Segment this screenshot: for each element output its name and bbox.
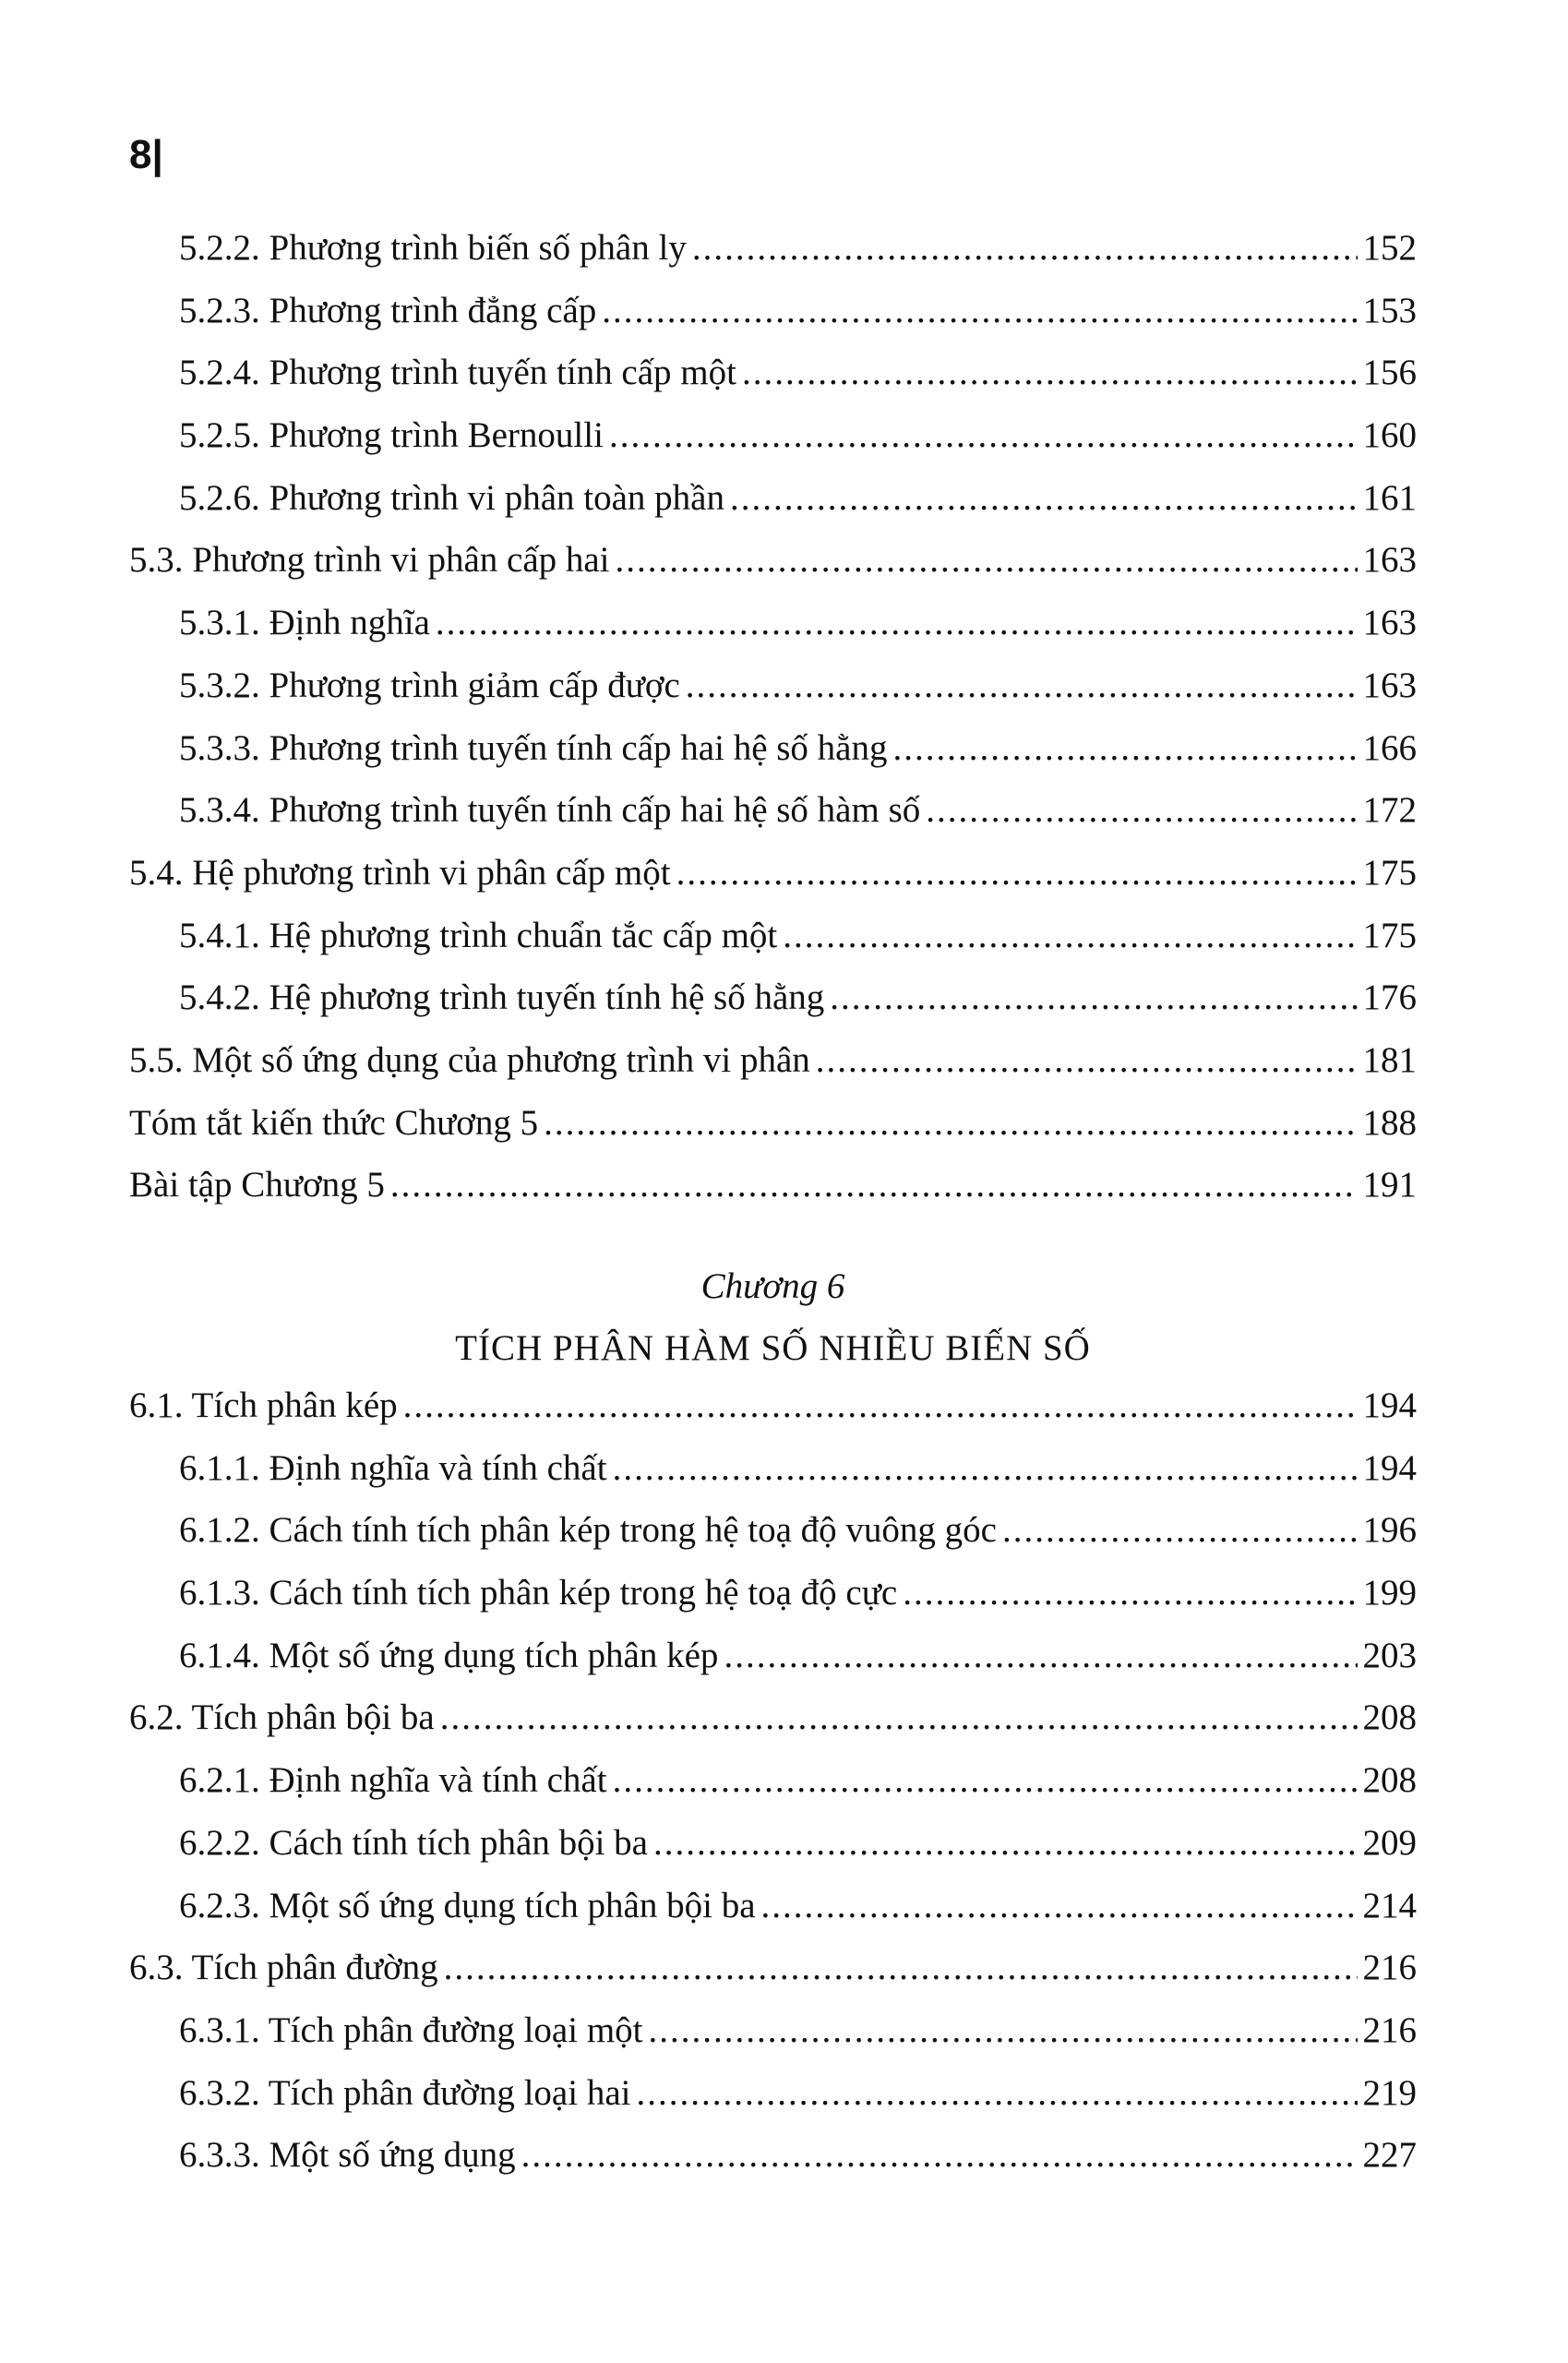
toc-entry[interactable] xyxy=(129,2009,1417,2072)
toc-dot-leader xyxy=(636,2072,1357,2114)
toc-entry-page: 227 xyxy=(1362,2135,1417,2176)
toc-dot-leader xyxy=(816,1039,1358,1081)
toc-dot-leader xyxy=(390,1164,1358,1205)
toc-entry-title: 6.3.2. Tích phân đường loại hai xyxy=(179,2072,631,2113)
toc-entry[interactable] xyxy=(129,1102,1417,1165)
toc-entry-title: 6.1.4. Một số ứng dụng tích phân kép xyxy=(179,1635,719,1675)
toc-entry[interactable] xyxy=(129,789,1417,852)
toc-entry[interactable] xyxy=(129,1164,1417,1227)
toc-entry[interactable] xyxy=(129,227,1417,290)
toc-entry-page: 194 xyxy=(1362,1385,1417,1425)
toc-entry-page: 194 xyxy=(1362,1447,1417,1488)
toc-entry[interactable] xyxy=(129,1947,1417,2009)
toc-entry-title: 5.3.2. Phương trình giảm cấp được xyxy=(179,665,680,705)
toc-entry-page: 196 xyxy=(1362,1510,1417,1551)
toc-entry[interactable] xyxy=(129,1822,1417,1885)
toc-entry-title: 6.3. Tích phân đường xyxy=(129,1948,438,1988)
toc-entry-page: 172 xyxy=(1362,790,1417,831)
toc-entry-title: 6.2.3. Một số ứng dụng tích phân bội ba xyxy=(179,1885,756,1925)
toc-entry[interactable] xyxy=(129,539,1417,602)
toc-entry-page: 203 xyxy=(1362,1635,1417,1675)
toc-entry-page: 153 xyxy=(1362,290,1417,330)
toc-dot-leader xyxy=(602,290,1357,331)
toc-dot-leader xyxy=(692,227,1358,269)
toc-dot-leader xyxy=(440,1697,1358,1738)
toc-entry-title: 6.1.2. Cách tính tích phân kép trong hệ toạ độ vuông góc xyxy=(179,1510,997,1551)
toc-entry-title: 6.3.1. Tích phân đường loại một xyxy=(179,2009,643,2050)
chapter-heading xyxy=(129,1255,1417,1379)
toc-dot-leader xyxy=(436,602,1358,643)
toc-dot-leader xyxy=(544,1102,1357,1144)
toc-entry-title: 5.2.3. Phương trình đẳng cấp xyxy=(179,290,597,330)
toc-entry[interactable] xyxy=(129,1572,1417,1635)
toc-entry-page: 152 xyxy=(1362,228,1417,268)
toc-entry[interactable] xyxy=(129,1885,1417,1948)
toc-entry[interactable] xyxy=(129,602,1417,665)
toc-entry-page: 161 xyxy=(1362,477,1417,518)
toc-entry[interactable] xyxy=(129,915,1417,978)
toc-entry[interactable] xyxy=(129,2072,1417,2135)
toc-entry-page: 216 xyxy=(1362,2009,1417,2050)
toc-dot-leader xyxy=(609,414,1358,456)
toc-dot-leader xyxy=(783,915,1357,956)
toc-dot-leader xyxy=(830,977,1357,1018)
toc-dot-leader xyxy=(616,539,1358,581)
toc-dot-leader xyxy=(1002,1509,1358,1551)
toc-entry[interactable] xyxy=(129,1385,1417,1447)
toc-entry[interactable] xyxy=(129,1759,1417,1822)
toc-entry[interactable] xyxy=(129,352,1417,414)
toc-dot-leader xyxy=(613,1447,1358,1489)
toc-entry-page: 163 xyxy=(1362,540,1417,581)
toc-dot-leader xyxy=(613,1759,1358,1801)
toc-dot-leader xyxy=(686,665,1358,706)
toc-entry-title: 5.2.4. Phương trình tuyến tính cấp một xyxy=(179,353,736,393)
toc-entry-title: 5.3.1. Định nghĩa xyxy=(179,603,430,643)
toc-entry-page: 156 xyxy=(1362,353,1417,393)
toc-entry-page: 214 xyxy=(1362,1885,1417,1925)
toc-dot-leader xyxy=(649,2009,1358,2051)
toc-entry-title: 5.3.3. Phương trình tuyến tính cấp hai hệ số hằng xyxy=(179,727,888,768)
toc-dot-leader xyxy=(742,352,1358,393)
toc-entry-title: 5.5. Một số ứng dụng của phương trình vi phân xyxy=(129,1039,810,1080)
toc-entry[interactable] xyxy=(129,290,1417,353)
toc-entry-page: 163 xyxy=(1362,665,1417,705)
toc-entry-title: 5.2.6. Phương trình vi phân toàn phần xyxy=(179,477,724,518)
toc-entry-page: 208 xyxy=(1362,1760,1417,1801)
toc-entry-title: 6.2.1. Định nghĩa và tính chất xyxy=(179,1760,607,1801)
toc-entry-page: 191 xyxy=(1362,1165,1417,1205)
toc-entry[interactable] xyxy=(129,1635,1417,1697)
toc-entry-title: 6.3.3. Một số ứng dụng xyxy=(179,2135,516,2176)
toc-section-chapter-6 xyxy=(129,1385,1417,2197)
chapter-title: TÍCH PHÂN HÀM SỐ NHIỀU BIẾN SỐ xyxy=(455,1328,1091,1368)
toc-entry-page: 181 xyxy=(1362,1039,1417,1080)
toc-entry-title: 6.1.1. Định nghĩa và tính chất xyxy=(179,1447,607,1488)
toc-entry-page: 163 xyxy=(1362,603,1417,643)
toc-entry[interactable] xyxy=(129,1039,1417,1102)
toc-dot-leader xyxy=(444,1947,1358,1988)
toc-entry-title: 5.2.5. Phương trình Bernoulli xyxy=(179,415,604,456)
toc-dot-leader xyxy=(403,1385,1358,1426)
toc-entry-title: 6.1.3. Cách tính tích phân kép trong hệ toạ độ cực xyxy=(179,1573,898,1613)
toc-entry-page: 219 xyxy=(1362,2072,1417,2113)
toc-dot-leader xyxy=(893,727,1358,769)
toc-entry-page: 175 xyxy=(1362,852,1417,893)
toc-entry[interactable] xyxy=(129,852,1417,915)
toc-entry-title: 6.1. Tích phân kép xyxy=(129,1385,398,1425)
toc-entry-page: 199 xyxy=(1362,1573,1417,1613)
toc-entry[interactable] xyxy=(129,1447,1417,1510)
toc-entry[interactable] xyxy=(129,414,1417,477)
toc-entry-title: 5.4.1. Hệ phương trình chuẩn tắc cấp một xyxy=(179,915,778,955)
toc-entry[interactable] xyxy=(129,665,1417,727)
toc-dot-leader xyxy=(676,852,1358,894)
toc-dot-leader xyxy=(653,1822,1358,1864)
toc-entry[interactable] xyxy=(129,477,1417,540)
toc-section-chapter-5 xyxy=(129,227,1417,1227)
toc-entry[interactable] xyxy=(129,727,1417,790)
toc-entry[interactable] xyxy=(129,1697,1417,1759)
chapter-label: Chương 6 xyxy=(700,1266,845,1306)
toc-entry-page: 209 xyxy=(1362,1822,1417,1863)
toc-entry-page: 166 xyxy=(1362,727,1417,768)
toc-entry-page: 175 xyxy=(1362,915,1417,955)
toc-entry-title: 5.2.2. Phương trình biến số phân ly xyxy=(179,228,687,268)
toc-entry-page: 188 xyxy=(1362,1102,1417,1143)
toc-entry-page: 216 xyxy=(1362,1948,1417,1988)
toc-entry[interactable] xyxy=(129,977,1417,1039)
toc-entry-title: 5.4.2. Hệ phương trình tuyến tính hệ số hằng xyxy=(179,978,825,1018)
toc-entry-title: Bài tập Chương 5 xyxy=(129,1165,385,1205)
toc-dot-leader xyxy=(521,2134,1358,2176)
toc-entry-title: Tóm tắt kiến thức Chương 5 xyxy=(129,1102,539,1143)
toc-entry-page: 160 xyxy=(1362,415,1417,456)
toc-dot-leader xyxy=(761,1885,1358,1926)
toc-entry[interactable] xyxy=(129,1509,1417,1572)
toc-dot-leader xyxy=(926,789,1357,831)
toc-entry-page: 176 xyxy=(1362,978,1417,1018)
toc-entry[interactable] xyxy=(129,2134,1417,2197)
toc-entry-title: 5.3. Phương trình vi phân cấp hai xyxy=(129,540,610,581)
toc-entry-page: 208 xyxy=(1362,1697,1417,1738)
toc-entry-title: 6.2.2. Cách tính tích phân bội ba xyxy=(179,1822,648,1863)
toc-entry-title: 5.4. Hệ phương trình vi phân cấp một xyxy=(129,852,671,893)
toc-entry-title: 6.2. Tích phân bội ba xyxy=(129,1697,435,1738)
toc-dot-leader xyxy=(903,1572,1357,1613)
page-number: 8| xyxy=(129,132,163,177)
toc-dot-leader xyxy=(724,1635,1357,1676)
toc-dot-leader xyxy=(730,477,1358,519)
toc-entry-title: 5.3.4. Phương trình tuyến tính cấp hai hệ số hàm số xyxy=(179,790,921,831)
